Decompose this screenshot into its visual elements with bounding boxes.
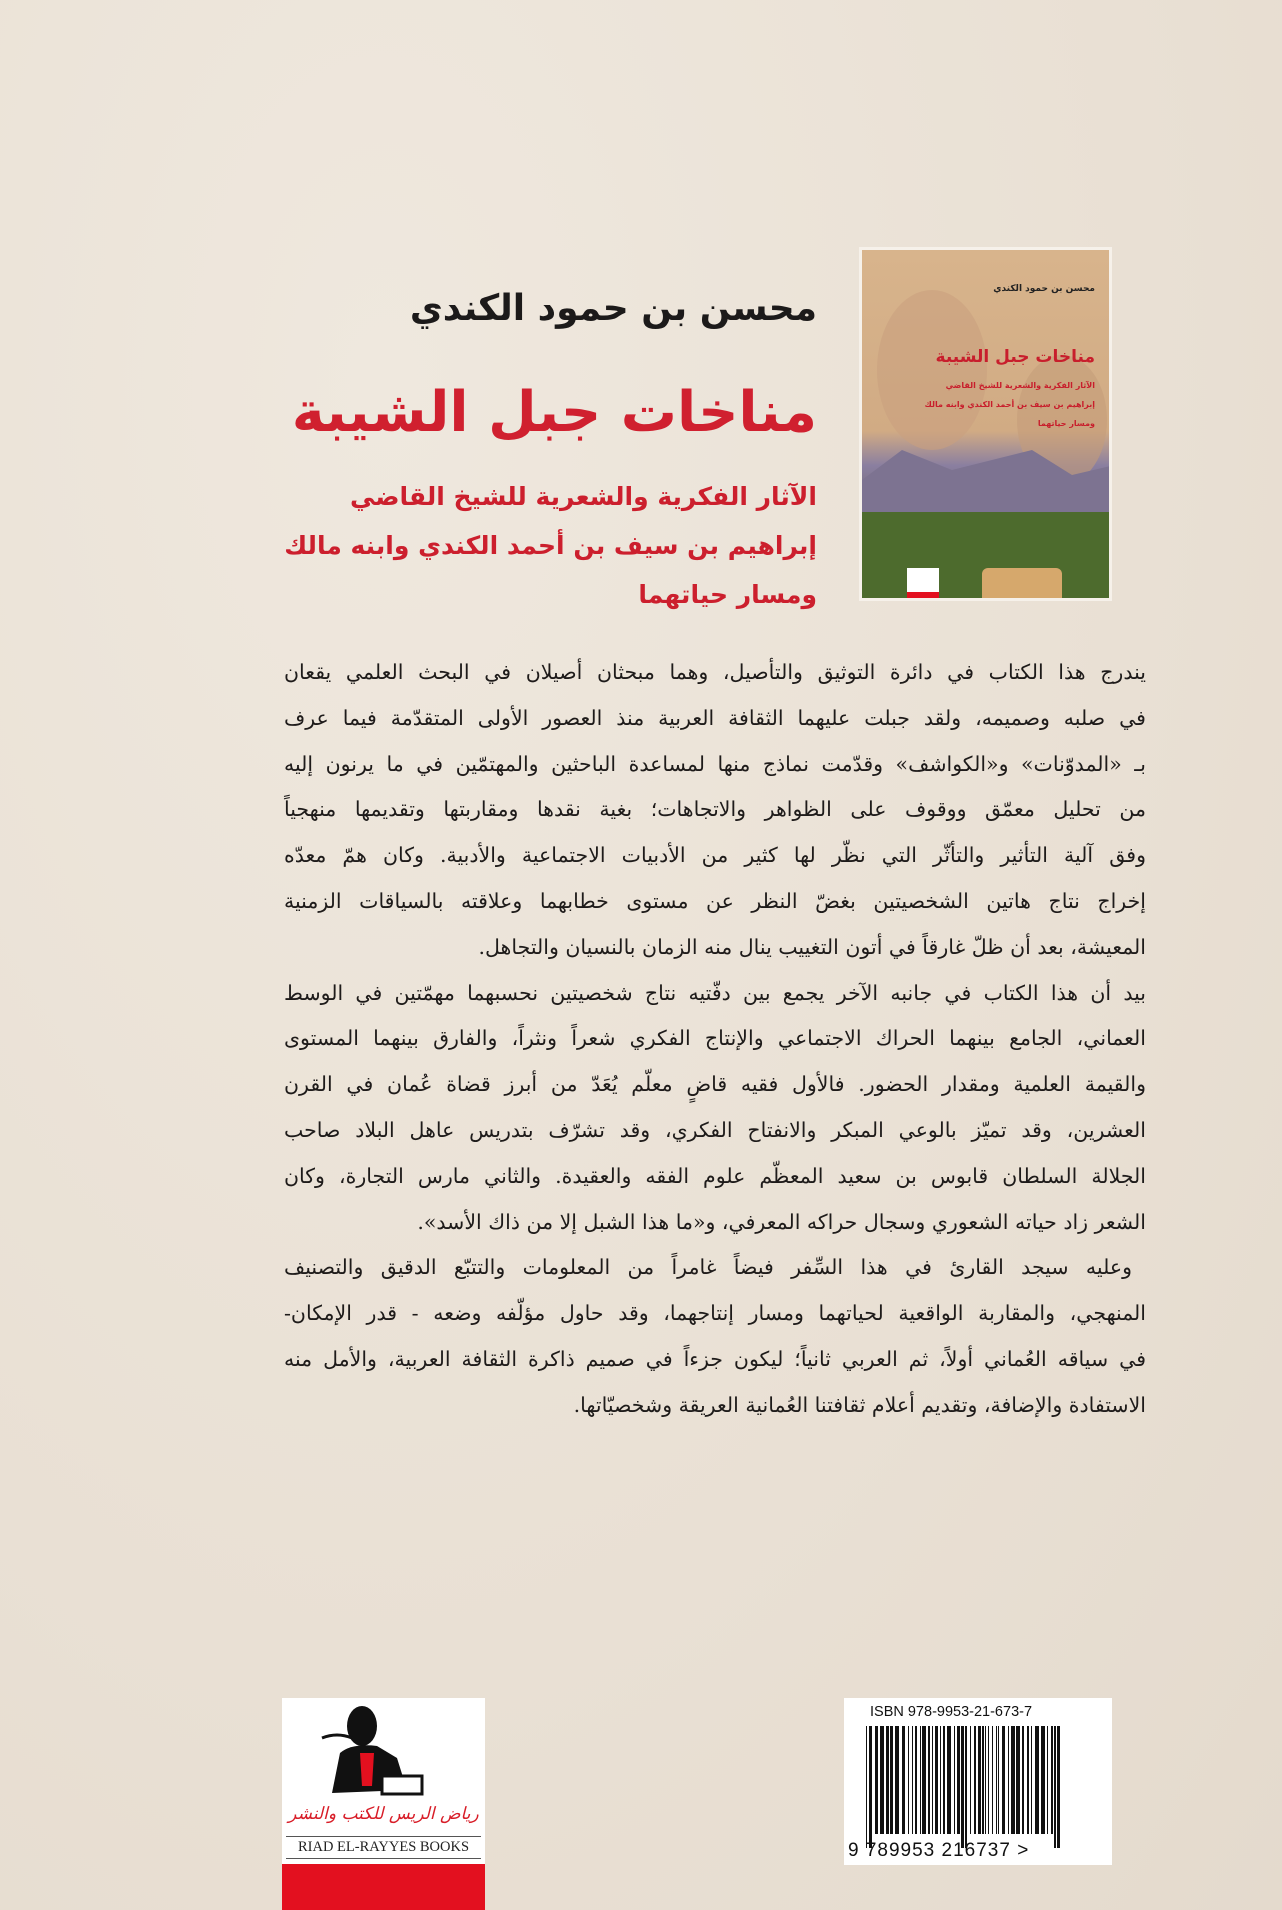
text-line: الجلالة السلطان قابوس بن سعيد المعظّم علوم الفقه والعقيدة. والثاني مارس التجارة، وكان (284, 1163, 1146, 1188)
subtitle-line: إبراهيم بن سيف بن أحمد الكندي وابنه مالك (284, 531, 817, 560)
isbn-barcode (844, 1698, 1112, 1865)
barcode-bar (985, 1726, 986, 1834)
thumb-author: محسن بن حمود الكندي (993, 284, 1095, 294)
text-line: بـ «المدوّنات» و«الكواشف» وقدّمت نماذج منها لمساعدة الباحثين والمهتمّين في ما يرنون إليه (284, 751, 1146, 776)
barcode-bar (932, 1726, 933, 1834)
barcode-bar (961, 1726, 964, 1848)
barcode-bar (1016, 1726, 1020, 1834)
paragraph-3 (284, 1245, 1146, 1428)
barcode-bar (992, 1726, 993, 1834)
text-line: وفق آلية التأثير والتأثّر التي نظّر لها كثير من الأدبيات الاجتماعية والأدبية. وكان همّ معدّه (284, 843, 1146, 868)
text-line: والقيمة العلمية ومقدار الحضور. فالأول فقيه قاضٍ معلّم يُعَدّ من أبرز قضاة عُمان في القرن (284, 1072, 1146, 1097)
text-line: بيد أن هذا الكتاب في جانبه الآخر يجمع بين دفّتيه نتاج شخصيتين نحسبهما مهمّتين في الوسط (284, 980, 1146, 1005)
thumb-title: مناخات جبل الشيبة (935, 347, 1095, 367)
barcode-bar (988, 1726, 989, 1834)
text-line: من تحليل معمّق ووقوف على الظواهر والاتجاهات؛ بغية نقدها ومقاربتها وتقديمها منهجياً (284, 797, 1146, 822)
barcode-bar (943, 1726, 945, 1834)
text-line: إخراج نتاج هاتين الشخصيتين بغضّ النظر عن مستوى خطابهما وعلاقته بالسياقات الزمنية (284, 888, 1146, 913)
text-line: العشرين، وقد تميّز بالوعي المبكر والانفتاح الفكري، وقد تشرّف بتدريس عاهل البلاد صاحب (284, 1117, 1146, 1142)
publisher-name-english: RIAD EL-RAYYES BOOKS (286, 1836, 481, 1859)
subtitle-line: الآثار الفكرية والشعرية للشيخ القاضي (350, 482, 817, 511)
barcode-bar (1008, 1726, 1009, 1834)
barcode-bar (886, 1726, 889, 1834)
barcode-bar (1047, 1726, 1048, 1834)
barcode-bar (908, 1726, 909, 1834)
barcode-bar (954, 1726, 955, 1834)
barcode-bar (998, 1726, 999, 1834)
barcode-bar (1031, 1726, 1032, 1834)
text-line: العماني، الجامع بينهما الحراك الاجتماعي والإنتاج الفكري شعراً ونثراً، والفارق بينهما المستوى (284, 1026, 1146, 1051)
barcode-bar (1041, 1726, 1045, 1834)
thumb-subtitle: إبراهيم بن سيف بن أحمد الكندي وابنه مالك (924, 400, 1095, 409)
text-line: الاستفادة والإضافة، وتقديم أعلام ثقافتنا العُمانية العريقة وشخصيّاتها. (573, 1392, 1146, 1417)
barcode-bar (965, 1726, 967, 1848)
barcode-bar (947, 1726, 951, 1834)
publisher-logo (282, 1698, 485, 1910)
publisher-name-arabic: رياض الريس للكتب والنشر (288, 1804, 479, 1824)
barcode-bar (920, 1726, 921, 1834)
barcode-bar (869, 1726, 872, 1848)
barcode-bar (940, 1726, 941, 1834)
barcode-bar (1002, 1726, 1005, 1834)
book-title: مناخات جبل الشيبة (291, 380, 817, 445)
barcode-bar (922, 1726, 926, 1834)
text-line: الشعر زاد حياته الشعوري وسجال حراكه المعرفي، و«ما هذا الشبل إلا من ذاك الأسد». (417, 1209, 1146, 1234)
barcode-bar (890, 1726, 893, 1834)
subtitle-line: ومسار حياتهما (638, 580, 817, 609)
barcode-bar (928, 1726, 930, 1834)
barcode-bar (970, 1726, 971, 1834)
isbn-label: ISBN 978-9953-21-673-7 (870, 1704, 1033, 1720)
scholar-figure-icon (282, 1698, 485, 1808)
barcode-bar (1022, 1726, 1024, 1834)
barcode-bars (862, 1726, 1062, 1848)
text-line: في صلبه وصميمه، ولقد جبلت عليهما الثقافة العربية منذ العصور الأولى المتقدّمة فيما عرف (284, 705, 1146, 730)
text-line: في سياقه العُماني أولاً، ثم العربي ثانياً؛ ليكون جزءاً في صميم ذاكرة الثقافة العربية، والأمل منه (284, 1346, 1146, 1371)
thumb-subtitle: الآثار الفكرية والشعرية للشيخ القاضي (945, 381, 1095, 390)
barcode-bar (1011, 1726, 1015, 1834)
barcode-bar (996, 1726, 997, 1834)
barcode-bar (895, 1726, 899, 1834)
red-band (282, 1864, 485, 1910)
barcode-bar (1051, 1726, 1053, 1834)
barcode-bar (880, 1726, 884, 1834)
barcode-bar (912, 1726, 913, 1834)
text-line: المنهجي، والمقاربة الواقعية لحياتهما ومسار إنتاجهما، وقد حاول مؤلّفه وضعه - قدر الإمكان- (284, 1301, 1146, 1326)
paragraph-1 (284, 650, 1146, 971)
barcode-digits: 9 789953 216737 > (848, 1840, 1030, 1861)
barcode-bar (982, 1726, 984, 1834)
blurb-text (284, 650, 1146, 1429)
barcode-bar (974, 1726, 976, 1834)
text-line: المعيشة، بعد أن ظلّ غارقاً في أتون التغييب ينال منه الزمان بالنسيان والتجاهل. (478, 934, 1146, 959)
barcode-bar (875, 1726, 878, 1834)
barcode-bar (957, 1726, 960, 1834)
barcode-bar (1054, 1726, 1056, 1848)
paragraph-2 (284, 971, 1146, 1246)
barcode-bar (1035, 1726, 1039, 1834)
front-cover-thumbnail (859, 247, 1112, 601)
barcode-bar (1027, 1726, 1029, 1834)
text-line: وعليه سيجد القارئ في هذا السِّفر فيضاً غامراً من المعلومات والتتبّع الدقيق والتصنيف (284, 1255, 1132, 1280)
barcode-bar (935, 1726, 938, 1834)
barcode-bar (866, 1726, 867, 1848)
barcode-bar (915, 1726, 917, 1834)
thumb-subtitle: ومسار حياتهما (1037, 419, 1095, 428)
barcode-bar (902, 1726, 905, 1834)
author-name: محسن بن حمود الكندي (409, 288, 817, 329)
barcode-bar (978, 1726, 981, 1834)
text-line: يندرج هذا الكتاب في دائرة التوثيق والتأصيل، وهما مبحثان أصيلان في البحث العلمي يقعان (284, 660, 1146, 684)
barcode-bar (1057, 1726, 1060, 1848)
